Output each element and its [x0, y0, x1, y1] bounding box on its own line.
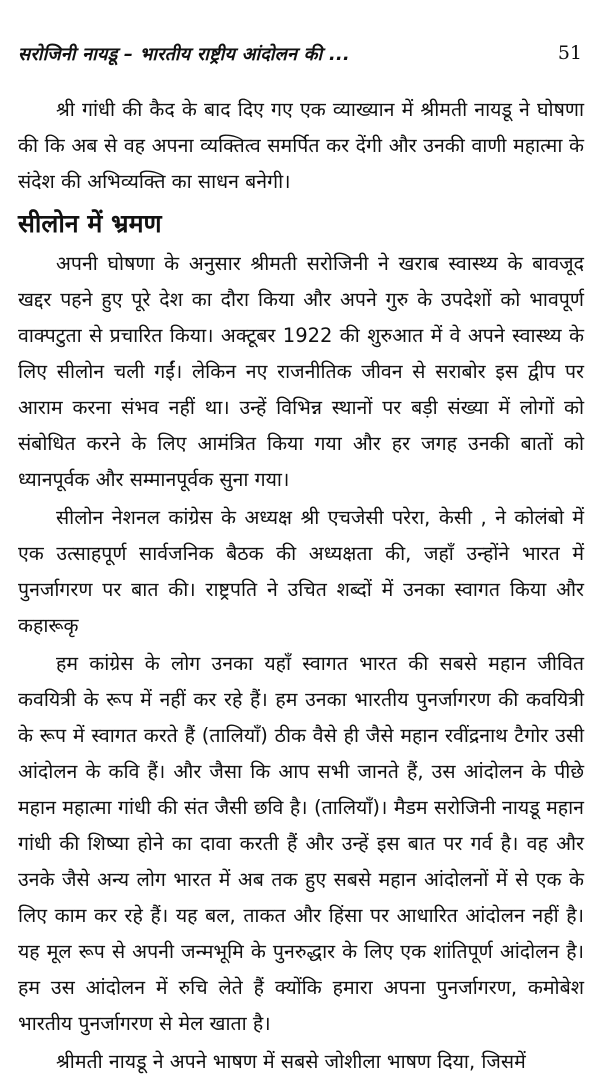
paragraph-2: अपनी घोषणा के अनुसार श्रीमती सरोजिनी ने खराब स्वास्थ्य के बावजूद खद्दर पहने हुए पूरे देश का दौरा किया और अपने गुरु के उपदेशों को भावपूर्ण वाक्पटुता से प्रचारित किया। अक्टूबर 1922 की शुरुआत में वे अपने स्वास्थ्य के लिए सीलोन चली गईं। लेकिन नए राजनीतिक जीवन से सराबोर इस द्वीप पर आराम करना संभव नहीं था। उन्हें विभिन्न स्थानों पर बड़ी संख्या में लोगों को संबोधित करने के लिए आमंत्रित किया गया और हर जगह उनकी बातों को ध्यानपूर्वक और सम्मानपूर्वक सुना गया। — [18, 252, 584, 491]
running-title: सरोजिनी नायडू – भारतीय राष्ट्रीय आंदोलन की ... — [18, 44, 350, 65]
paragraph-3: सीलोन नेशनल कांग्रेस के अध्यक्ष श्री एचजेसी परेरा, केसी , ने कोलंबो में एक उत्साहपूर्ण सार्वजनिक बैठक की अध्यक्षता की, जहाँ उन्होंने भारत में पुनर्जागरण पर बात की। राष्ट्रपति ने उचित शब्दों में उनका स्वागत किया और कहारूकृ — [18, 506, 584, 637]
paragraph-1: श्री गांधी की कैद के बाद दिए गए एक व्याख्यान में श्रीमती नायडू ने घोषणा की कि अब से वह अपना व्यक्तित्व समर्पित कर देंगी और उनकी वाणी महात्मा के संदेश की अभिव्यक्ति का साधन बनेगी। — [18, 98, 584, 193]
body-text — [18, 92, 584, 1082]
page-number: 51 — [557, 42, 582, 64]
section-heading: सीलोन में भ्रमण — [18, 209, 162, 238]
quoted-speech: हम कांग्रेस के लोग उनका यहाँ स्वागत भारत की सबसे महान जीवित कवयित्री के रूप में नहीं कर रहे हैं। हम उनका भारतीय पुनर्जागरण की कवयित्री के रूप में स्वागत करते हैं (तालियाँ) ठीक वैसे ही जैसे महान रवींद्रनाथ टैगोर उसी आंदोलन के कवि हैं। और जैसा कि आप सभी जानते हैं, उस आंदोलन के पीछे महान महात्मा गांधी की संत जैसी छवि है। (तालियाँ)। मैडम सरोजिनी नायडू महान गांधी की शिष्या होने का दावा करती हैं और उन्हें इस बात पर गर्व है। वह और उनके जैसे अन्य लोग भारत में अब तक हुए सबसे महान आंदोलनों में से एक के लिए काम कर रहे हैं। यह बल, ताकत और हिंसा पर आधारित आंदोलन नहीं है। यह मूल रूप से अपनी जन्मभूमि के पुनरुद्धार के लिए एक शांतिपूर्ण आंदोलन है। हम उस आंदोलन में रुचि लेते हैं क्योंकि हमारा अपना पुनर्जागरण, कमोबेश भारतीय पुनर्जागरण से मेल खाता है। — [18, 652, 584, 1035]
paragraph-4: श्रीमती नायडू ने अपने भाषण में सबसे जोशीला भाषण दिया, जिसमें — [56, 1050, 526, 1073]
running-header — [18, 42, 582, 72]
